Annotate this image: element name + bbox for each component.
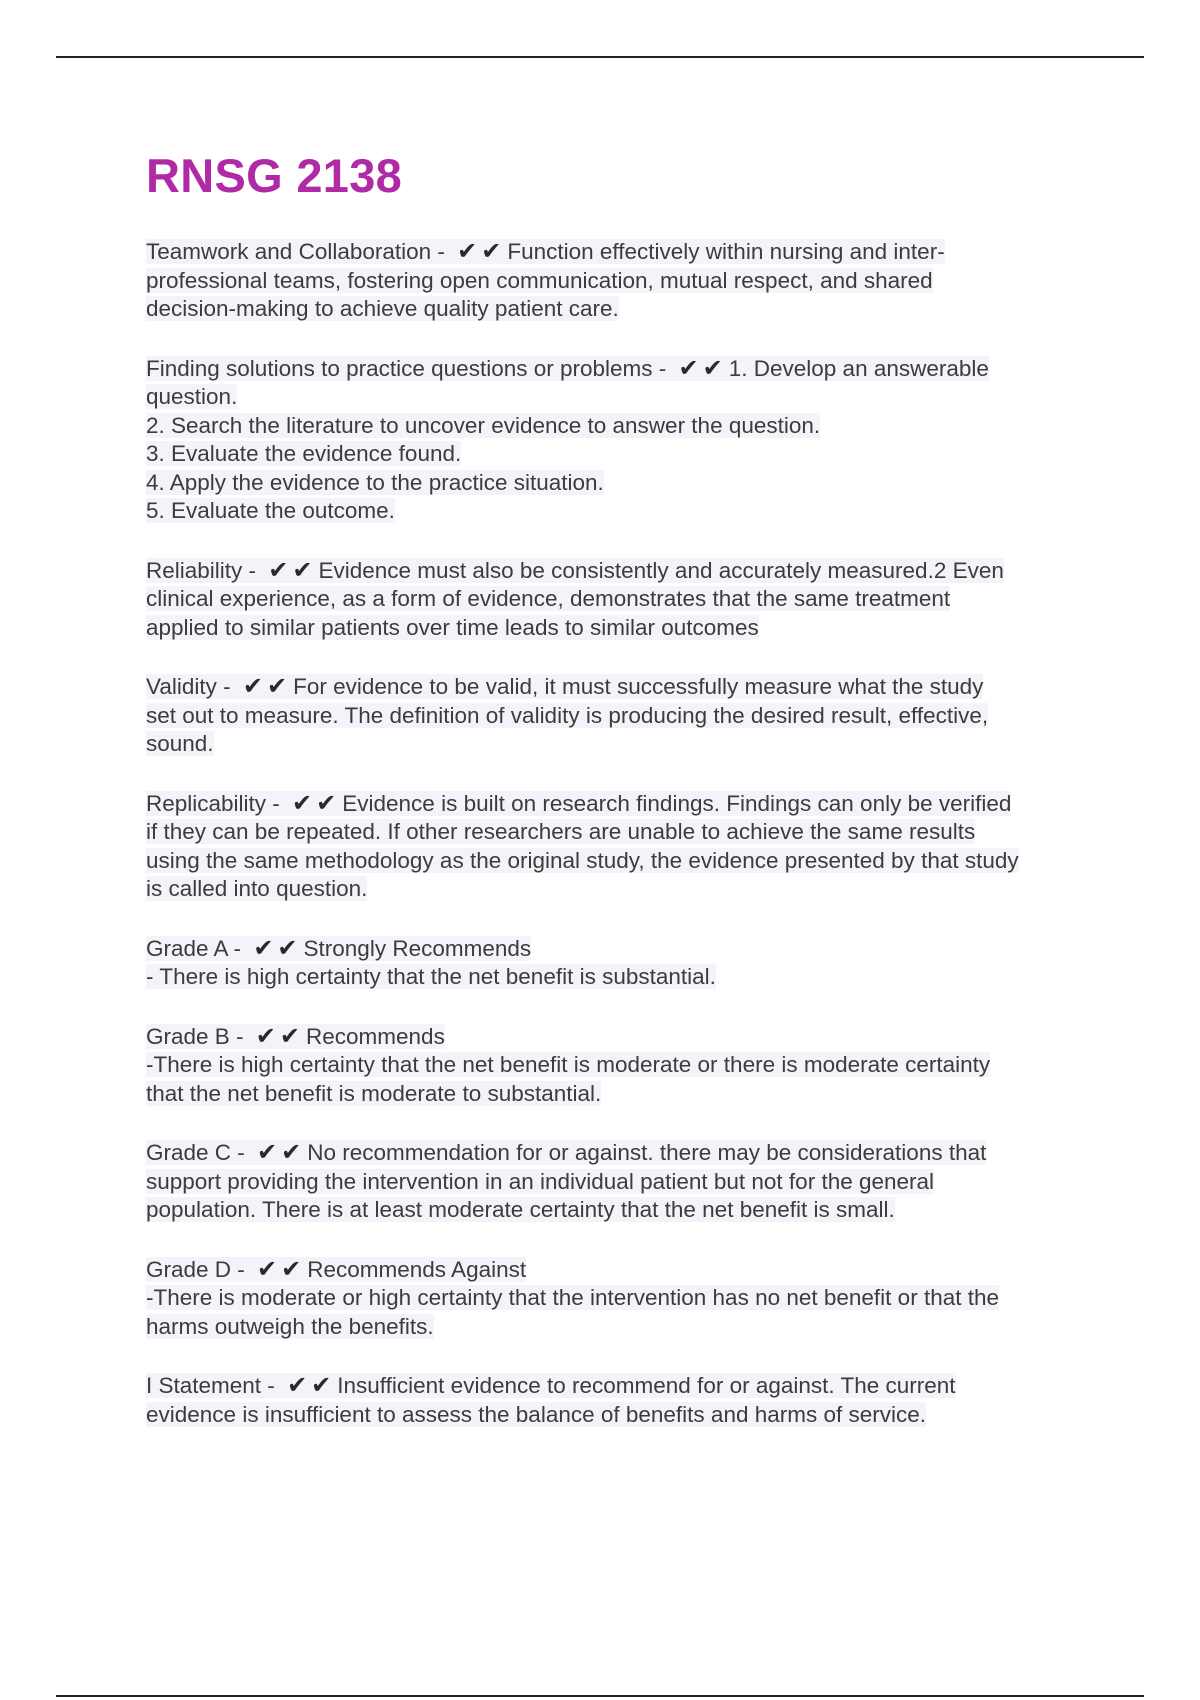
- entry-line: [146, 1196, 1086, 1225]
- highlighted-text: [146, 1169, 934, 1194]
- double-check-icon: [287, 1371, 335, 1400]
- entry-term: Grade A -: [146, 935, 248, 961]
- entry-line: [146, 295, 1086, 324]
- entry-line: [146, 1313, 1086, 1342]
- entry-term: Reliability -: [146, 557, 263, 583]
- entry-term: Grade C -: [146, 1140, 252, 1165]
- entry-line: [146, 1255, 1086, 1285]
- highlighted-text: [146, 1314, 434, 1339]
- entry-line: [146, 702, 1086, 731]
- check-icon: ✔: [702, 353, 727, 382]
- highlighted-text: [146, 441, 461, 466]
- highlighted-text: [146, 964, 716, 989]
- check-icon: ✔: [266, 672, 292, 700]
- highlighted-text: [146, 384, 237, 409]
- check-icon: ✔: [279, 1021, 305, 1050]
- flashcard-entry: [146, 354, 1086, 526]
- highlighted-text: [146, 1402, 926, 1427]
- entry-definition: Evidence is built on research findings. Findings can only be verified: [342, 790, 1012, 816]
- double-check-icon: [243, 672, 291, 701]
- double-check-icon: [679, 354, 727, 383]
- entry-line: [146, 963, 1086, 992]
- entry-term: Finding solutions to practice questions or problems -: [146, 355, 673, 381]
- document-body: [146, 148, 1086, 1459]
- check-icon: ✔: [457, 237, 482, 265]
- entry-line: [146, 497, 1086, 526]
- document-title: RNSG 2138: [146, 149, 403, 202]
- check-icon: ✔: [242, 672, 267, 700]
- top-rule: [56, 56, 1144, 58]
- highlighted-text: [146, 819, 975, 844]
- entry-definition-continued: decision-making to achieve quality patient care.: [146, 296, 619, 321]
- flashcard-entry: [146, 1255, 1086, 1342]
- double-check-icon: [268, 556, 316, 585]
- entry-definition-continued: if they can be repeated. If other researchers are unable to achieve the same results: [146, 819, 976, 844]
- entry-definition-continued: support providing the intervention in an individual patient but not for the general: [146, 1168, 935, 1194]
- entry-line: [146, 1080, 1086, 1109]
- entry-definition-continued: professional teams, fostering open communication, mutual respect, and shared: [146, 267, 933, 293]
- bottom-rule: [56, 1695, 1144, 1697]
- entry-line: [146, 1022, 1086, 1052]
- highlighted-text: [146, 498, 395, 523]
- check-icon: ✔: [255, 1021, 280, 1050]
- highlighted-text: [146, 848, 1019, 873]
- entry-line: [146, 1284, 1086, 1313]
- entry-definition: No recommendation for or against. there may be considerations that: [307, 1140, 987, 1165]
- check-icon: ✔: [292, 788, 317, 817]
- entry-line: [146, 1401, 1086, 1430]
- double-check-icon: [256, 1022, 304, 1051]
- highlighted-text: [146, 703, 988, 728]
- double-check-icon: [457, 237, 505, 266]
- entry-definition-continued: 3. Evaluate the evidence found.: [146, 441, 462, 466]
- highlighted-text: [146, 470, 604, 495]
- check-icon: ✔: [281, 1138, 306, 1166]
- entry-line: [146, 614, 1086, 643]
- highlighted-text: [146, 933, 532, 962]
- entry-definition: Strongly Recommends: [303, 935, 532, 961]
- entry-line: [146, 469, 1086, 498]
- double-check-icon: [253, 934, 301, 963]
- entry-definition: Insufficient evidence to recommend for or against. The current: [337, 1373, 956, 1398]
- entry-definition: 1. Develop an answerable: [728, 355, 989, 381]
- highlighted-text: [146, 615, 759, 640]
- entry-definition-continued: using the same methodology as the original study, the evidence presented by that study: [146, 847, 1019, 873]
- entry-line: [146, 1138, 1086, 1168]
- entry-definition-continued: applied to similar patients over time leads to similar outcomes: [146, 614, 759, 640]
- entry-definition-continued: 5. Evaluate the outcome.: [146, 498, 395, 523]
- highlighted-text: [146, 296, 619, 321]
- entry-definition: For evidence to be valid, it must successfully measure what the study: [293, 674, 984, 699]
- flashcard-entry: [146, 237, 1086, 324]
- entry-definition-continued: 4. Apply the evidence to the practice situation.: [146, 469, 604, 495]
- entry-line: [146, 818, 1086, 847]
- entry-definition-continued: clinical experience, as a form of evidence, demonstrates that the same treatment: [146, 586, 951, 611]
- entry-definition-continued: is called into question.: [146, 876, 368, 901]
- entry-definition: Function effectively within nursing and inter-: [507, 239, 945, 264]
- flashcard-entry: [146, 556, 1086, 643]
- entry-term: Grade B -: [146, 1023, 250, 1049]
- highlighted-text: [146, 876, 367, 901]
- entry-line: [146, 672, 1086, 702]
- highlighted-text: [146, 239, 945, 264]
- entry-definition-continued: question.: [146, 384, 238, 409]
- entry-line: [146, 1371, 1086, 1401]
- highlighted-text: [146, 731, 214, 756]
- flashcard-list: [146, 237, 1086, 1429]
- highlighted-text: [146, 555, 1004, 584]
- entry-line: [146, 847, 1086, 876]
- highlighted-text: [146, 353, 989, 382]
- entry-term: Replicability -: [146, 790, 287, 816]
- flashcard-entry: [146, 672, 1086, 759]
- entry-line: [146, 585, 1086, 614]
- highlighted-text: [146, 674, 983, 699]
- entry-definition-continued: population. There is at least moderate certainty that the net benefit is small.: [146, 1197, 895, 1222]
- highlighted-text: [146, 1373, 956, 1398]
- highlighted-text: [146, 1081, 601, 1106]
- entry-term: Validity -: [146, 674, 237, 699]
- entry-line: [146, 237, 1086, 267]
- entry-term: Grade D -: [146, 1256, 252, 1282]
- entry-line: [146, 789, 1086, 819]
- highlighted-text: [146, 1021, 445, 1050]
- entry-definition-continued: 2. Search the literature to uncover evidence to answer the question.: [146, 412, 821, 438]
- check-icon: ✔: [277, 933, 302, 962]
- flashcard-entry: [146, 1371, 1086, 1429]
- highlighted-text: [146, 1254, 527, 1283]
- flashcard-entry: [146, 1138, 1086, 1225]
- check-icon: ✔: [292, 555, 317, 584]
- entry-definition-continued: evidence is insufficient to assess the balance of benefits and harms of service.: [146, 1401, 927, 1427]
- entry-definition-continued: sound.: [146, 731, 214, 756]
- highlighted-text: [146, 413, 820, 438]
- entry-line: [146, 556, 1086, 586]
- flashcard-entry: [146, 789, 1086, 904]
- entry-line: [146, 412, 1086, 441]
- entry-definition-continued: harms outweigh the benefits.: [146, 1313, 434, 1339]
- highlighted-text: [146, 1052, 990, 1077]
- check-icon: ✔: [287, 1371, 312, 1399]
- check-icon: ✔: [316, 788, 341, 817]
- double-check-icon: [257, 1255, 305, 1284]
- check-icon: ✔: [311, 1371, 336, 1399]
- highlighted-text: [146, 788, 1012, 817]
- check-icon: ✔: [253, 933, 278, 962]
- entry-definition: Recommends Against: [307, 1256, 527, 1282]
- entry-definition: Recommends: [306, 1023, 445, 1049]
- double-check-icon: [257, 1138, 305, 1167]
- highlighted-text: [146, 1285, 999, 1310]
- entry-definition-continued: -There is moderate or high certainty that the intervention has no net benefit or that the: [146, 1285, 1000, 1310]
- highlighted-text: [146, 1197, 895, 1222]
- check-icon: ✔: [678, 353, 703, 382]
- highlighted-text: [146, 268, 933, 293]
- entry-term: I Statement -: [146, 1373, 282, 1398]
- entry-line: [146, 1168, 1086, 1197]
- entry-definition-continued: - There is high certainty that the net benefit is substantial.: [146, 964, 716, 989]
- entry-definition-continued: that the net benefit is moderate to substantial.: [146, 1080, 602, 1106]
- entry-term: Teamwork and Collaboration -: [146, 239, 452, 264]
- entry-definition-continued: set out to measure. The definition of validity is producing the desired result, effective,: [146, 702, 989, 728]
- check-icon: ✔: [257, 1138, 282, 1166]
- entry-line: [146, 354, 1086, 384]
- entry-line: [146, 383, 1086, 412]
- check-icon: ✔: [281, 1254, 306, 1283]
- double-check-icon: [292, 789, 340, 818]
- highlighted-text: [146, 586, 950, 611]
- entry-definition-continued: -There is high certainty that the net benefit is moderate or there is moderate certainty: [146, 1052, 991, 1077]
- flashcard-entry: [146, 1022, 1086, 1109]
- entry-line: [146, 934, 1086, 964]
- check-icon: ✔: [481, 237, 506, 265]
- entry-line: [146, 440, 1086, 469]
- highlighted-text: [146, 1140, 986, 1165]
- entry-line: [146, 1051, 1086, 1080]
- entry-line: [146, 730, 1086, 759]
- entry-line: [146, 267, 1086, 296]
- entry-definition: Evidence must also be consistently and accurately measured.2 Even: [318, 557, 1004, 583]
- check-icon: ✔: [257, 1254, 282, 1283]
- check-icon: ✔: [268, 555, 293, 584]
- entry-line: [146, 875, 1086, 904]
- flashcard-entry: [146, 934, 1086, 992]
